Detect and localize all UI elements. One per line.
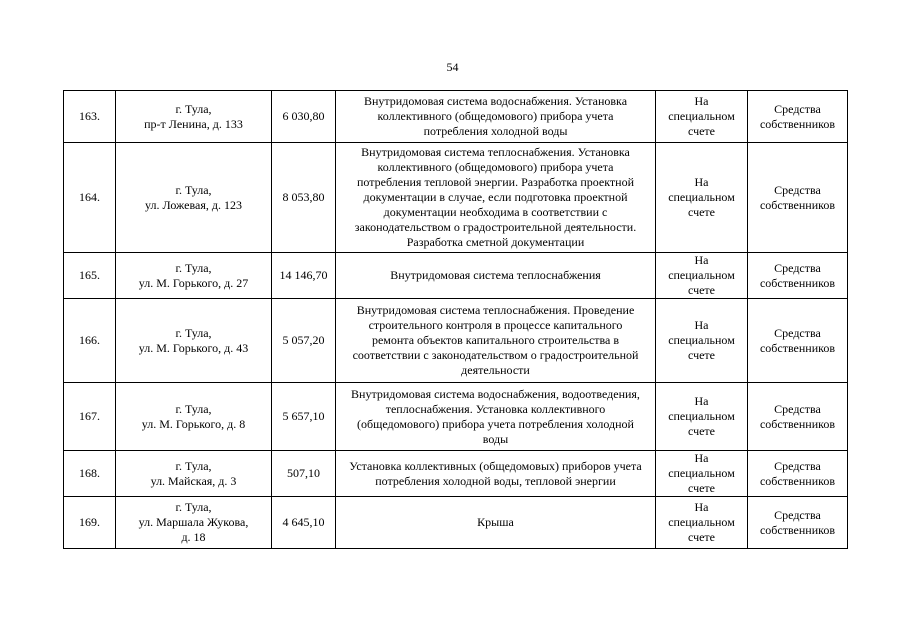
row-number-cell: 168. bbox=[64, 451, 116, 497]
work-description-cell bbox=[336, 451, 656, 497]
account-type-line: счете bbox=[687, 348, 716, 362]
account-type-line: На bbox=[694, 451, 709, 465]
table-row bbox=[64, 91, 848, 143]
address-cell bbox=[116, 143, 272, 253]
work-description-line: Внутридомовая система теплоснабжения bbox=[390, 268, 601, 282]
address-line: г. Тула, bbox=[175, 325, 212, 340]
table-body bbox=[64, 91, 848, 549]
address-line: г. Тула, bbox=[175, 401, 212, 416]
account-type-line: На bbox=[694, 394, 709, 408]
funding-source-line: Средства bbox=[774, 507, 821, 522]
work-description-line: законодательством о градостроительной деятельности. bbox=[354, 220, 637, 234]
row-number-cell: 166. bbox=[64, 299, 116, 383]
address-line: пр-т Ленина, д. 133 bbox=[144, 116, 243, 131]
work-description-line: ремонта объектов капитального строительства в bbox=[371, 333, 620, 347]
work-description-line: Внутридомовая система теплоснабжения. Установка bbox=[361, 145, 630, 159]
address-line: г. Тула, bbox=[175, 458, 212, 473]
account-type-cell bbox=[656, 253, 748, 299]
row-number-cell: 169. bbox=[64, 497, 116, 549]
address-line: г. Тула, bbox=[175, 500, 212, 514]
row-number-cell: 165. bbox=[64, 253, 116, 299]
address-cell bbox=[116, 383, 272, 451]
funding-source-cell bbox=[748, 253, 848, 299]
work-description-line: коллективного (общедомового) прибора учета bbox=[377, 109, 614, 123]
amount-cell: 4 645,10 bbox=[272, 497, 336, 549]
work-description-line: коллективного (общедомового) прибора учета bbox=[377, 160, 614, 174]
funding-source-cell bbox=[748, 91, 848, 143]
account-type-line: На bbox=[694, 94, 709, 108]
row-number-cell: 167. bbox=[64, 383, 116, 451]
table-row bbox=[64, 451, 848, 497]
account-type-line: счете bbox=[687, 124, 716, 138]
row-number-cell: 163. bbox=[64, 91, 116, 143]
account-type-line: специальном bbox=[668, 109, 735, 123]
funding-source-line: Средства bbox=[774, 325, 821, 340]
work-description-line: Внутридомовая система водоснабжения. Установка bbox=[363, 94, 628, 108]
work-description-cell bbox=[336, 497, 656, 549]
page-number: 54 bbox=[446, 60, 459, 74]
work-description-line: потребления холодной воды, тепловой энергии bbox=[375, 473, 616, 488]
work-description-line: документации необходима в соответствии с bbox=[383, 205, 608, 219]
funding-source-cell bbox=[748, 383, 848, 451]
funding-source-cell bbox=[748, 143, 848, 253]
account-type-cell bbox=[656, 497, 748, 549]
work-description-line: Внутридомовая система водоснабжения, водоотведения, bbox=[351, 386, 640, 401]
address-line: ул. Ложевая, д. 123 bbox=[145, 197, 242, 212]
account-type-cell bbox=[656, 143, 748, 253]
address-line: д. 18 bbox=[181, 530, 206, 544]
account-type-line: счете bbox=[687, 481, 716, 495]
address-cell bbox=[116, 497, 272, 549]
account-type-line: специальном bbox=[668, 268, 735, 282]
funding-source-line: собственников bbox=[759, 522, 836, 537]
work-description-cell bbox=[336, 253, 656, 299]
funding-source-line: Средства bbox=[774, 101, 821, 116]
address-line: ул. М. Горького, д. 8 bbox=[141, 416, 246, 431]
account-type-line: счете bbox=[687, 530, 716, 544]
work-description-cell bbox=[336, 383, 656, 451]
amount-cell: 5 057,20 bbox=[272, 299, 336, 383]
work-description-line: соответствии с законодательством о градостроительной bbox=[352, 348, 639, 362]
account-type-line: На bbox=[694, 175, 709, 189]
work-description-line: Установка коллективных (общедомовых) приборов учета bbox=[349, 458, 642, 473]
account-type-line: На bbox=[694, 253, 709, 267]
work-description-line: строительного контроля в процессе капитального bbox=[368, 318, 623, 332]
work-description-line: Разработка сметной документации bbox=[406, 235, 585, 249]
work-description-line: деятельности bbox=[461, 363, 530, 377]
address-cell bbox=[116, 451, 272, 497]
address-line: ул. М. Горького, д. 43 bbox=[138, 340, 249, 355]
work-description-line: теплоснабжения. Установка коллективного bbox=[385, 401, 606, 416]
funding-source-cell bbox=[748, 299, 848, 383]
account-type-line: счете bbox=[687, 205, 716, 219]
account-type-cell bbox=[656, 383, 748, 451]
funding-source-line: собственников bbox=[759, 116, 836, 131]
account-type-line: На bbox=[694, 318, 709, 332]
funding-source-cell bbox=[748, 497, 848, 549]
work-description-line: воды bbox=[482, 431, 509, 446]
account-type-cell bbox=[656, 299, 748, 383]
work-description-line: документации в случае, если подготовка проектной bbox=[363, 190, 628, 204]
account-type-line: специальном bbox=[668, 190, 735, 204]
address-cell bbox=[116, 299, 272, 383]
work-description-line: (общедомового) прибора учета потребления холодной bbox=[357, 416, 634, 431]
funding-source-line: собственников bbox=[759, 416, 836, 431]
funding-source-line: Средства bbox=[774, 458, 821, 473]
funding-source-cell bbox=[748, 451, 848, 497]
funding-source-line: собственников bbox=[759, 340, 836, 355]
amount-cell: 14 146,70 bbox=[272, 253, 336, 299]
funding-source-line: собственников bbox=[759, 197, 836, 212]
funding-source-line: Средства bbox=[774, 260, 821, 275]
address-line: г. Тула, bbox=[175, 101, 212, 116]
address-cell bbox=[116, 253, 272, 299]
repair-registry-table bbox=[63, 90, 848, 549]
address-line: ул. Маршала Жукова, bbox=[138, 515, 249, 529]
work-description-cell bbox=[336, 143, 656, 253]
funding-source-line: Средства bbox=[774, 182, 821, 197]
work-description-line: потребления холодной воды bbox=[423, 124, 568, 138]
table-row bbox=[64, 299, 848, 383]
address-line: ул. М. Горького, д. 27 bbox=[138, 275, 249, 290]
funding-source-line: собственников bbox=[759, 275, 836, 290]
amount-cell: 5 657,10 bbox=[272, 383, 336, 451]
amount-cell: 507,10 bbox=[272, 451, 336, 497]
address-line: ул. Майская, д. 3 bbox=[150, 473, 237, 488]
funding-source-line: собственников bbox=[759, 473, 836, 488]
amount-cell: 6 030,80 bbox=[272, 91, 336, 143]
account-type-line: На bbox=[694, 500, 709, 514]
table-row bbox=[64, 383, 848, 451]
account-type-line: счете bbox=[687, 424, 716, 438]
table-row bbox=[64, 143, 848, 253]
address-line: г. Тула, bbox=[175, 260, 212, 275]
work-description-line: Крыша bbox=[477, 515, 514, 529]
row-number-cell: 164. bbox=[64, 143, 116, 253]
table-row bbox=[64, 497, 848, 549]
work-description-line: Внутридомовая система теплоснабжения. Проведение bbox=[356, 303, 635, 317]
address-line: г. Тула, bbox=[175, 182, 212, 197]
work-description-cell bbox=[336, 299, 656, 383]
work-description-cell bbox=[336, 91, 656, 143]
account-type-cell bbox=[656, 451, 748, 497]
account-type-line: счете bbox=[687, 283, 716, 297]
account-type-line: специальном bbox=[668, 466, 735, 480]
account-type-cell bbox=[656, 91, 748, 143]
amount-cell: 8 053,80 bbox=[272, 143, 336, 253]
address-cell bbox=[116, 91, 272, 143]
work-description-line: потребления тепловой энергии. Разработка проектной bbox=[356, 175, 634, 189]
funding-source-line: Средства bbox=[774, 401, 821, 416]
account-type-line: специальном bbox=[668, 409, 735, 423]
account-type-line: специальном bbox=[668, 333, 735, 347]
table-row bbox=[64, 253, 848, 299]
account-type-line: специальном bbox=[668, 515, 735, 529]
